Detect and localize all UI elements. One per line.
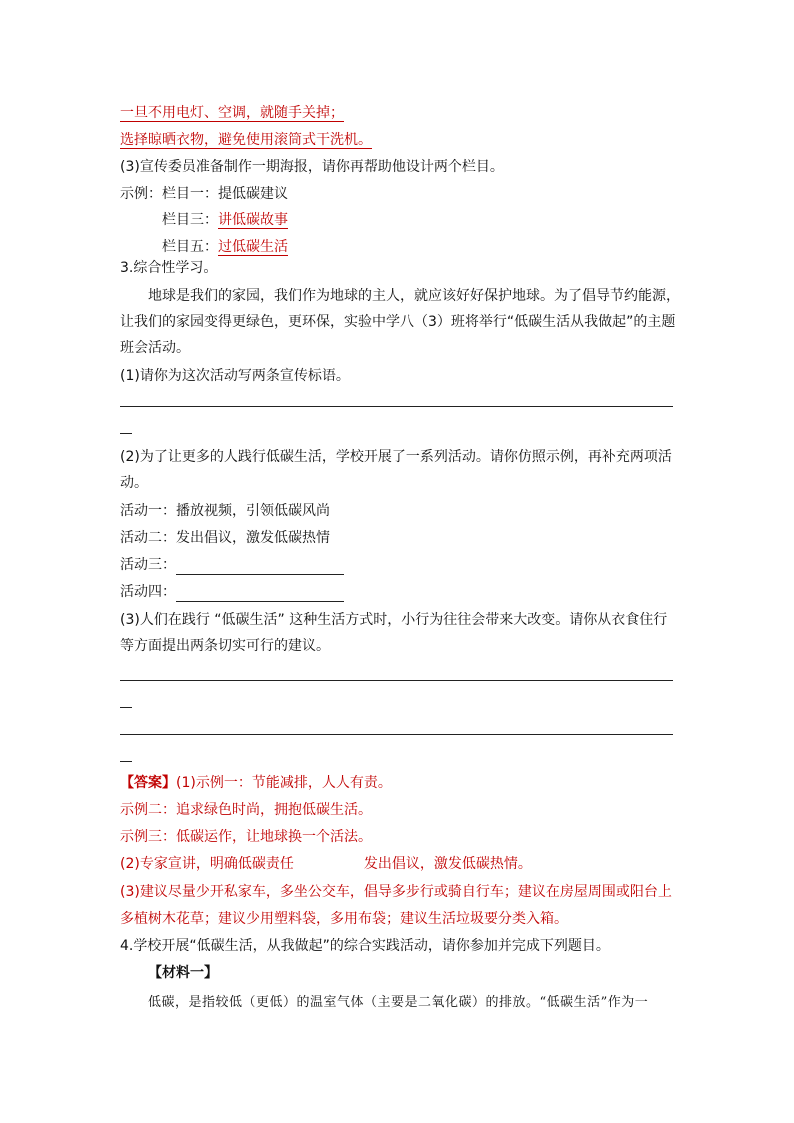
section-3-intro-line2: 让我们的家园变得更绿色，更环保，实验中学八（3）班将举行“低碳生活从我做起”的主题 (120, 314, 676, 330)
answer-2: (2)专家宣讲，明确低碳责任 发出倡议，激发低碳热情。 (120, 856, 532, 872)
material-1-title: 【材料一】 (148, 965, 218, 981)
answer-line-tail (120, 707, 132, 708)
question-3-line2: 等方面提出两条切实可行的建议。 (120, 638, 330, 654)
question-2-line1: (2)为了让更多的人践行低碳生活，学校开展了一系列活动。请你仿照示例，再补充两项活 (120, 449, 672, 465)
q3-poster-prompt: (3)宣传委员准备制作一期海报，请你再帮助他设计两个栏目。 (120, 159, 504, 175)
answer-line-tail (120, 433, 132, 434)
answer-1-example-3: 示例三：低碳运作，让地球换一个活法。 (120, 829, 372, 845)
answer-line (120, 680, 673, 681)
question-1: (1)请你为这次活动写两条宣传标语。 (120, 368, 350, 384)
section-3-intro-line1: 地球是我们的家园，我们作为地球的主人，就应该好好保护地球。为了倡导节约能源， (148, 288, 680, 304)
section-4-heading: 4.学校开展“低碳生活，从我做起”的综合实践活动，请你参加并完成下列题目。 (120, 938, 610, 954)
answer-3-line2: 多植树木花草；建议少用塑料袋，多用布袋；建议生活垃圾要分类入箱。 (120, 911, 568, 927)
answer-line (120, 734, 673, 735)
activity-3-blank (176, 559, 344, 575)
answer-line-tail (120, 761, 132, 762)
activity-1: 活动一：播放视频，引领低碳风尚 (120, 503, 330, 519)
question-3-line1: (3)人们在践行 “低碳生活” 这种生活方式时，小行为往往会带来大改变。请你从衣食住行 (120, 612, 668, 628)
question-2-line2: 动。 (120, 475, 148, 491)
answer-line-1: 一旦不用电灯、空调，就随手关掉； (120, 105, 344, 121)
answer-tag: 【答案】 (120, 775, 176, 791)
activity-2: 活动二：发出倡议，激发低碳热情 (120, 530, 330, 546)
activity-3: 活动三： (120, 555, 344, 575)
column-example-3: 栏目三：讲低碳故事 (162, 212, 288, 228)
answer-1-example-2: 示例二：追求绿色时尚，拥抱低碳生活。 (120, 802, 372, 818)
answer-line (120, 406, 673, 407)
section-3-intro-line3: 班会活动。 (120, 340, 190, 356)
answer-3-line1: (3)建议尽量少开私家车，多坐公交车，倡导多步行或骑自行车；建议在房屋周围或阳台上 (120, 884, 672, 900)
column-example-5: 栏目五：过低碳生活 (162, 239, 288, 255)
material-1-text: 低碳，是指较低（更低）的温室气体（主要是二氧化碳）的排放。“低碳生活”作为一 (148, 995, 649, 1010)
section-3-heading: 3.综合性学习。 (120, 260, 218, 276)
answer-line-2: 选择晾晒衣物，避免使用滚筒式干洗机。 (120, 132, 372, 148)
answer-1-example-1: 【答案】(1)示例一：节能减排，人人有责。 (120, 775, 392, 791)
column-example-1: 示例：栏目一：提低碳建议 (120, 186, 288, 202)
activity-4-blank (176, 586, 344, 602)
activity-4: 活动四： (120, 582, 344, 602)
